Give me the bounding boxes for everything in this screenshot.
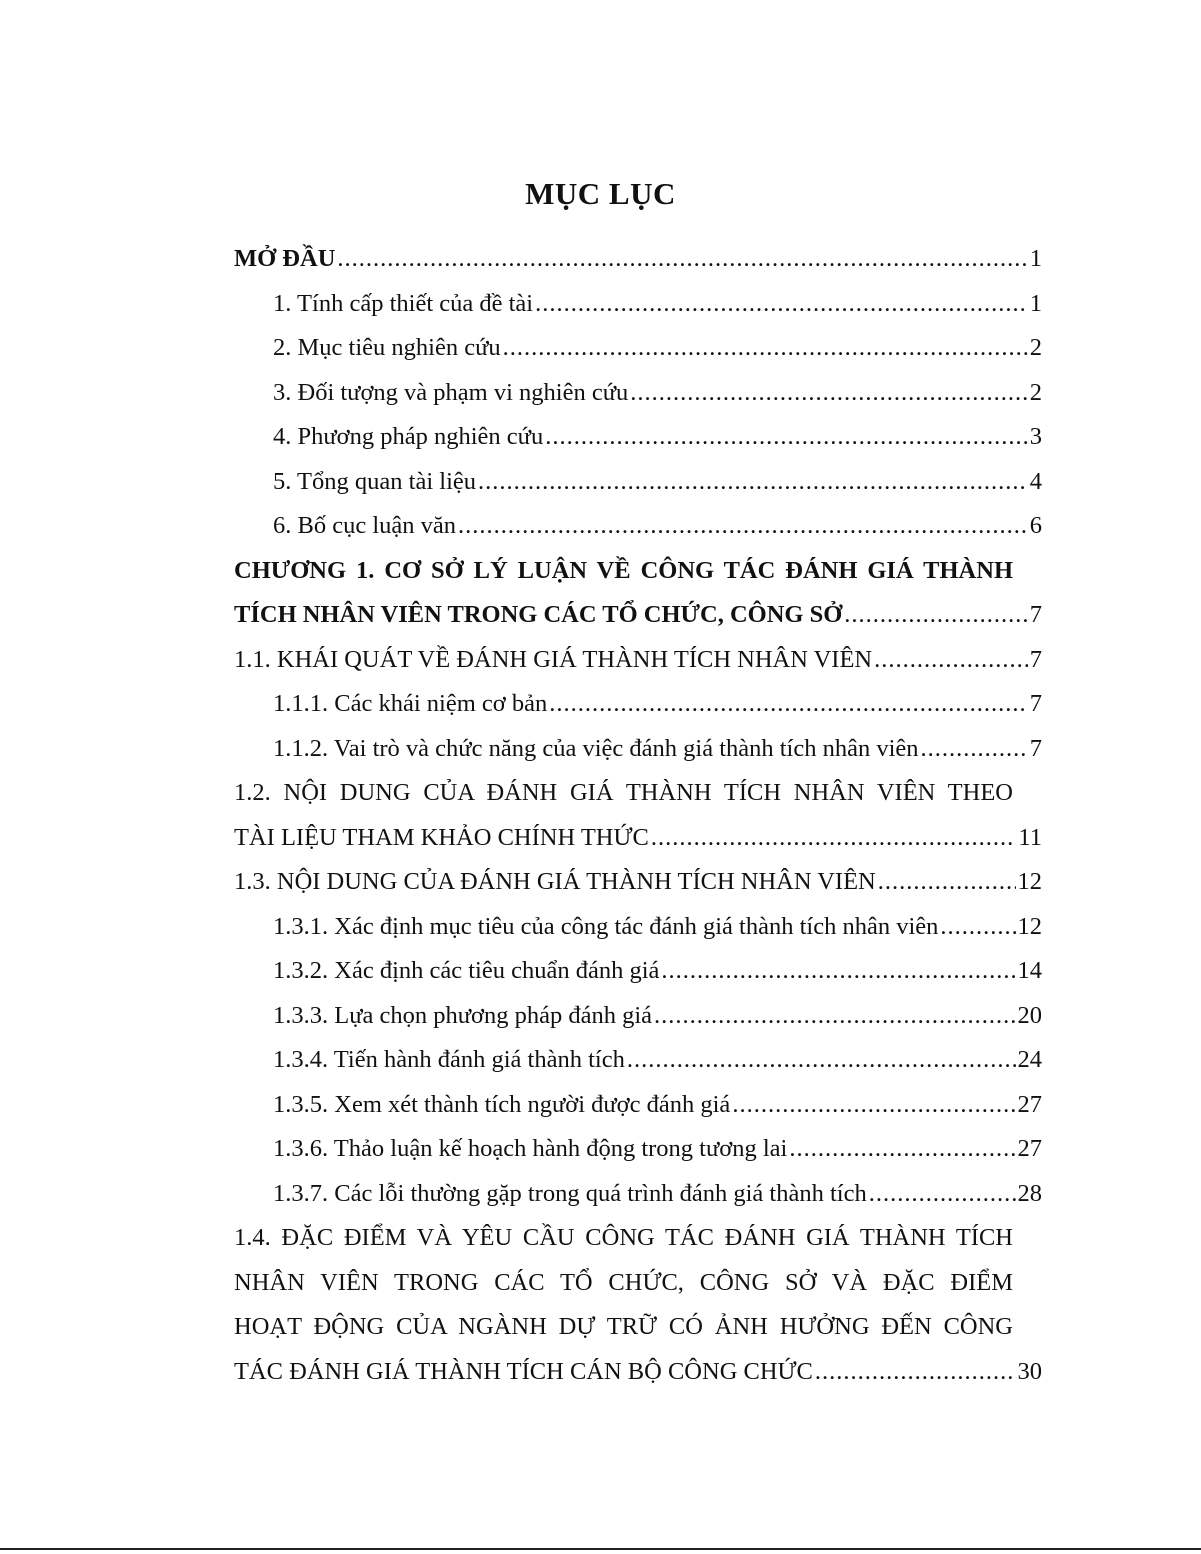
toc-leader-dots — [337, 244, 1027, 274]
toc-entry-text: 2. Mục tiêu nghiên cứu — [273, 334, 501, 361]
toc-leader-dots — [940, 912, 1015, 942]
toc-entry[interactable] — [273, 987, 1042, 1031]
toc-entry[interactable] — [273, 408, 1042, 452]
toc-leader-dots — [549, 689, 1028, 719]
toc-entry-text: 1.3.2. Xác định các tiêu chuẩn đánh giá — [273, 957, 660, 984]
toc-entry-text: MỞ ĐẦU — [234, 245, 336, 272]
toc-leader-dots — [844, 600, 1027, 630]
toc-leader-dots — [654, 1001, 1015, 1031]
toc-entry[interactable] — [273, 1165, 1042, 1209]
toc-entry-wrapped-line — [234, 1254, 1013, 1298]
toc-entry-text: 5. Tổng quan tài liệu — [273, 467, 476, 495]
toc-page-number: 28 — [1017, 1179, 1042, 1207]
toc-page-number: 27 — [1017, 1090, 1042, 1118]
toc-entry-wrapped-line — [234, 542, 1013, 586]
toc-page-number: 11 — [1018, 823, 1042, 851]
toc-leader-dots — [535, 289, 1028, 319]
toc-entry-text: 1.3.6. Thảo luận kế hoạch hành động trong tương lai — [273, 1135, 788, 1162]
toc-entry[interactable] — [234, 1343, 1042, 1387]
toc-entry-text: 1.1.1. Các khái niệm cơ bản — [273, 690, 548, 717]
toc-entry[interactable] — [234, 230, 1042, 274]
toc-entry-text: TÀI LIỆU THAM KHẢO CHÍNH THỨC — [234, 823, 649, 851]
toc-entry[interactable] — [273, 275, 1042, 319]
toc-entry-wrapped-line — [234, 764, 1013, 808]
toc-entry[interactable] — [273, 1120, 1042, 1164]
toc-page-number: 24 — [1017, 1046, 1042, 1073]
toc-page-number: 3 — [1029, 423, 1042, 450]
toc-leader-dots — [545, 422, 1028, 452]
toc-page-number: 6 — [1029, 512, 1042, 539]
toc-entry-text: 1.4. ĐẶC ĐIỂM VÀ YÊU CẦU CÔNG TÁC ĐÁNH GIÁ THÀNH TÍCH — [234, 1224, 1013, 1251]
toc-entry[interactable] — [273, 364, 1042, 408]
toc-leader-dots — [478, 467, 1028, 497]
toc-entry-text: 6. Bố cục luận văn — [273, 512, 457, 539]
toc-entry[interactable] — [273, 898, 1042, 942]
toc-entry[interactable] — [273, 497, 1042, 541]
toc-entry-text: 1.3.1. Xác định mục tiêu của công tác đánh giá thành tích nhân viên — [273, 912, 939, 940]
toc-leader-dots — [869, 1179, 1016, 1209]
toc-entry[interactable] — [273, 1076, 1042, 1120]
toc-leader-dots — [630, 378, 1028, 408]
toc-leader-dots — [627, 1045, 1016, 1075]
toc-entry-text: 3. Đối tượng và phạm vi nghiên cứu — [273, 378, 629, 406]
toc-page-number: 7 — [1029, 690, 1042, 717]
toc-page-number: 7 — [1029, 645, 1042, 673]
toc-page-number: 2 — [1029, 378, 1042, 406]
toc-entry[interactable] — [234, 631, 1042, 675]
toc-entry[interactable] — [234, 809, 1042, 853]
toc-page-number: 1 — [1029, 289, 1042, 317]
toc-entry-text: 4. Phương pháp nghiên cứu — [273, 423, 544, 450]
toc-entry-text: 1.1.2. Vai trò và chức năng của việc đánh giá thành tích nhân viên — [273, 734, 919, 762]
toc-entry[interactable] — [234, 853, 1042, 897]
toc-leader-dots — [815, 1357, 1016, 1387]
toc-page-number: 12 — [1017, 912, 1042, 940]
toc-entry-text: HOẠT ĐỘNG CỦA NGÀNH DỰ TRỮ CÓ ẢNH HƯỞNG ĐẾN CÔNG — [234, 1313, 1013, 1340]
toc-entry-text: 1.3. NỘI DUNG CỦA ĐÁNH GIÁ THÀNH TÍCH NHÂN VIÊN — [234, 868, 876, 895]
toc-entry-text: 1.2. NỘI DUNG CỦA ĐÁNH GIÁ THÀNH TÍCH NHÂN VIÊN THEO — [234, 779, 1013, 806]
toc-entry-text: 1.3.4. Tiến hành đánh giá thành tích — [273, 1046, 625, 1073]
toc-entry-text: 1.3.5. Xem xét thành tích người được đánh giá — [273, 1090, 731, 1118]
toc-entry[interactable] — [273, 675, 1042, 719]
toc-entry-text: 1.3.3. Lựa chọn phương pháp đánh giá — [273, 1001, 653, 1029]
toc-page-number: 30 — [1017, 1357, 1042, 1385]
toc-entry[interactable] — [234, 586, 1042, 630]
toc-entry[interactable] — [273, 453, 1042, 497]
toc-page-number: 2 — [1029, 334, 1042, 361]
toc-entry-wrapped-line — [234, 1298, 1013, 1342]
toc-page-number: 20 — [1017, 1001, 1042, 1029]
toc-entry-wrapped-line — [234, 1209, 1013, 1253]
toc-page-number: 7 — [1029, 601, 1042, 628]
toc-entry[interactable] — [273, 942, 1042, 986]
toc-entry-text: 1.3.7. Các lỗi thường gặp trong quá trình đánh giá thành tích — [273, 1179, 867, 1207]
toc-entry-text: CHƯƠNG 1. CƠ SỞ LÝ LUẬN VỀ CÔNG TÁC ĐÁNH GIÁ THÀNH — [234, 556, 1013, 584]
toc-entry-text: 1. Tính cấp thiết của đề tài — [273, 289, 534, 317]
toc-page-number: 12 — [1017, 868, 1042, 895]
toc-page-number: 14 — [1017, 957, 1042, 984]
toc-entry-text: TÁC ĐÁNH GIÁ THÀNH TÍCH CÁN BỘ CÔNG CHỨC — [234, 1357, 813, 1385]
toc-leader-dots — [661, 956, 1015, 986]
toc-entry-text: TÍCH NHÂN VIÊN TRONG CÁC TỔ CHỨC, CÔNG SỞ — [234, 601, 843, 628]
page-bottom-edge — [0, 1548, 1201, 1550]
toc-entry[interactable] — [273, 1031, 1042, 1075]
toc-leader-dots — [503, 333, 1028, 363]
toc-leader-dots — [921, 734, 1028, 764]
toc-page-number: 7 — [1029, 734, 1042, 762]
toc-leader-dots — [732, 1090, 1015, 1120]
toc-entry-text: 1.1. KHÁI QUÁT VỀ ĐÁNH GIÁ THÀNH TÍCH NHÂN VIÊN — [234, 645, 873, 673]
toc-title: MỤC LỤC — [525, 176, 676, 211]
toc-entry[interactable] — [273, 319, 1042, 363]
toc-page-number: 1 — [1029, 245, 1042, 272]
toc-page-number: 27 — [1017, 1135, 1042, 1162]
toc-leader-dots — [651, 823, 1017, 853]
toc-leader-dots — [789, 1134, 1015, 1164]
toc-leader-dots — [458, 511, 1028, 541]
toc-entry-text: NHÂN VIÊN TRONG CÁC TỔ CHỨC, CÔNG SỞ VÀ ĐẶC ĐIỂM — [234, 1268, 1013, 1296]
toc-page-number: 4 — [1029, 467, 1042, 495]
toc-leader-dots — [874, 645, 1028, 675]
toc-entry[interactable] — [273, 720, 1042, 764]
toc-leader-dots — [878, 867, 1016, 897]
